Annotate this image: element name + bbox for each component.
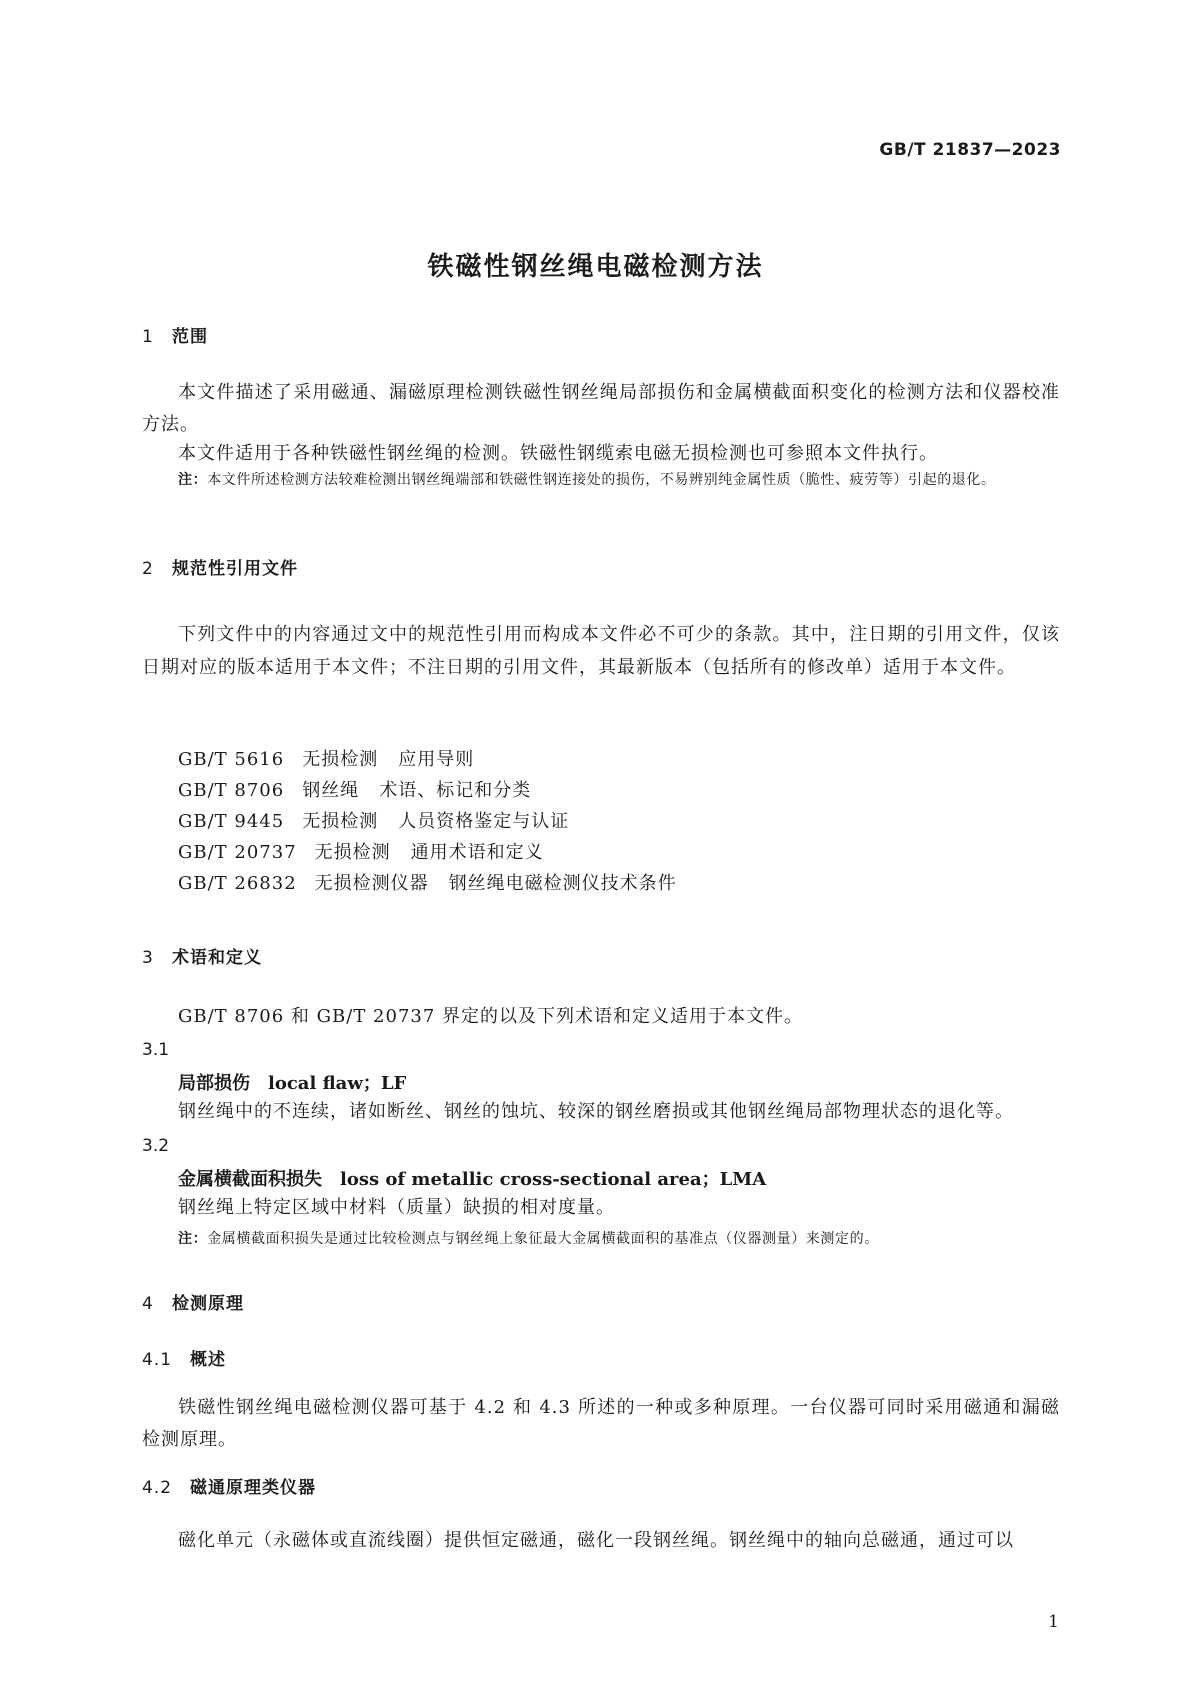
section-number: 3 <box>142 948 154 968</box>
document-title: 铁磁性钢丝绳电磁检测方法 <box>427 252 764 282</box>
term-chinese: 局部损伤 <box>178 1073 250 1094</box>
subsection-4-2-paragraph: 磁化单元（永磁体或直流线圈）提供恒定磁通，磁化一段钢丝绳。钢丝绳中的轴向总磁通，通过可以 <box>178 1530 1014 1551</box>
term-heading <box>178 1165 766 1191</box>
section-2-paragraph-1: 下列文件中的内容通过文中的规范性引用而构成本文件必不可少的条款。其中，注日期的引用文件，仅该日期对应的版本适用于本文件；不注日期的引用文件，其最新版本（包括所有的修改单）适用于本文件。 <box>142 624 1060 678</box>
term-chinese: 金属横截面积损失 <box>178 1169 322 1190</box>
term-definition: 钢丝绳中的不连续，诸如断丝、钢丝的蚀坑、较深的钢丝磨损或其他钢丝绳局部物理状态的退化等。 <box>178 1101 1014 1122</box>
note-label: 注： <box>178 1231 208 1247</box>
reference-code: GB/T 26832 <box>178 873 297 894</box>
reference-code: GB/T 5616 <box>178 749 285 770</box>
term-note <box>178 1224 1094 1254</box>
reference-title-part-1: 无损检测仪器 <box>314 873 429 894</box>
reference-title-part-2: 人员资格鉴定与认证 <box>398 811 570 832</box>
subsection-number: 4.2 <box>142 1478 173 1498</box>
subsection-4-1-heading <box>142 1345 226 1370</box>
note-text: 金属横截面积损失是通过比较检测点与钢丝绳上象征最大金属横截面积的基准点（仪器测量）来测定的。 <box>207 1231 879 1247</box>
section-1-paragraph-2: 本文件适用于各种铁磁性钢丝绳的检测。铁磁性钢缆索电磁无损检测也可参照本文件执行。 <box>178 443 938 464</box>
subsection-number: 4.1 <box>142 1350 173 1370</box>
section-title: 检测原理 <box>172 1294 244 1314</box>
reference-title-part-2: 术语、标记和分类 <box>379 780 532 801</box>
section-3-heading <box>142 943 262 968</box>
standard-number: GB/T 21837—2023 <box>879 140 1061 160</box>
section-3-paragraph-1: GB/T 8706 和 GB/T 20737 界定的以及下列术语和定义适用于本文件。 <box>178 1006 804 1027</box>
reference-item <box>178 868 677 899</box>
reference-code: GB/T 9445 <box>178 811 285 832</box>
reference-code: GB/T 20737 <box>178 842 297 863</box>
section-title: 术语和定义 <box>172 948 262 968</box>
reference-item <box>178 806 677 837</box>
term-definition: 钢丝绳上特定区域中材料（质量）缺损的相对度量。 <box>178 1197 615 1218</box>
reference-title-part-1: 无损检测 <box>314 842 391 863</box>
term-number: 3.2 <box>142 1136 170 1156</box>
section-2-heading <box>142 554 298 579</box>
reference-title-part-1: 无损检测 <box>302 749 379 770</box>
subsection-4-1-paragraph: 铁磁性钢丝绳电磁检测仪器可基于 4.2 和 4.3 所述的一种或多种原理。一台仪器可同时采用磁通和漏磁检测原理。 <box>142 1397 1060 1450</box>
note-text: 本文件所述检测方法较难检测出钢丝绳端部和铁磁性钢连接处的损伤，不易辨别纯金属性质（脆性、疲劳等）引起的退化。 <box>207 472 996 488</box>
reference-item <box>178 775 677 806</box>
term-english: loss of metallic cross-sectional area；LMA <box>340 1169 767 1190</box>
reference-item <box>178 744 677 775</box>
section-1-paragraph-1: 本文件描述了采用磁通、漏磁原理检测铁磁性钢丝绳局部损伤和金属横截面积变化的检测方法和仪器校准方法。 <box>142 382 1060 435</box>
subsection-title: 磁通原理类仪器 <box>190 1478 316 1498</box>
note-label: 注： <box>178 472 208 488</box>
term-number: 3.1 <box>142 1040 170 1060</box>
reference-item <box>178 837 677 868</box>
subsection-title: 概述 <box>190 1350 226 1370</box>
section-title: 规范性引用文件 <box>172 559 298 579</box>
page-number: 1 <box>1048 1612 1059 1632</box>
term-english: local flaw；LF <box>268 1073 407 1094</box>
normative-references-list <box>178 744 677 899</box>
section-1-note <box>178 465 1094 495</box>
subsection-4-2-heading <box>142 1473 316 1498</box>
section-1-heading <box>142 322 208 347</box>
reference-title-part-2: 通用术语和定义 <box>410 842 544 863</box>
section-4-heading <box>142 1289 244 1314</box>
section-title: 范围 <box>172 327 208 347</box>
section-number: 4 <box>142 1294 154 1314</box>
section-number: 2 <box>142 559 154 579</box>
reference-title-part-2: 钢丝绳电磁检测仪技术条件 <box>448 873 677 894</box>
reference-code: GB/T 8706 <box>178 780 285 801</box>
section-number: 1 <box>142 327 154 347</box>
term-heading <box>178 1069 406 1095</box>
reference-title-part-1: 无损检测 <box>302 811 379 832</box>
reference-title-part-2: 应用导则 <box>398 749 475 770</box>
reference-title-part-1: 钢丝绳 <box>302 780 360 801</box>
